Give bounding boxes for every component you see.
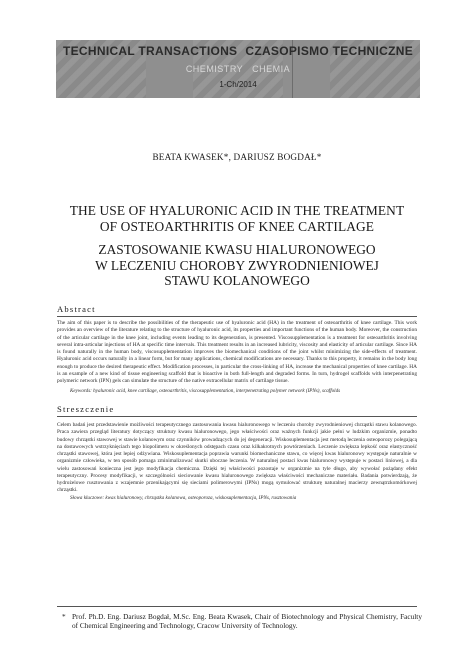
journal-title-en: TECHNICAL TRANSACTIONS (62, 44, 238, 58)
title-polish (40, 242, 434, 289)
journal-section-en: CHEMISTRY (185, 64, 244, 74)
journal-header-banner (56, 40, 420, 98)
journal-section-pl: CHEMIA (252, 64, 291, 74)
journal-title-pl: CZASOPISMO TECHNICZNE (245, 44, 414, 58)
title-english (40, 203, 434, 234)
banner-titles (56, 44, 420, 58)
abstract-rule (57, 316, 417, 317)
authors: BEATA KWASEK*, DARIUSZ BOGDAŁ* (152, 152, 322, 162)
abstract-heading: Abstract (57, 304, 96, 314)
title-en-line: THE USE OF HYALURONIC ACID IN THE TREATMENT (69, 203, 405, 218)
footnote-mark: * (62, 612, 66, 621)
abstract-keywords (70, 388, 418, 395)
slowa-kluczowe-label: Słowa kluczowe: (70, 495, 105, 501)
banner-subtitles (56, 64, 420, 74)
footnote (62, 612, 422, 630)
banner-year (56, 80, 420, 89)
streszczenie-rule (57, 416, 417, 417)
keywords-list: hyaluronic acid, knee cartilage, osteoarthritis, viscosupplementation, interpenetrating polymer network (IPNs), scaffolds (93, 388, 341, 394)
slowa-kluczowe-list: kwas hialuronowy, chrząstka kolanowa, osteoporoza, wiskosuplementacja, IPNs, rusztowania (105, 495, 297, 501)
abstract-text: The aim of this paper is to describe the possibilities of the therapeutic use of hyaluronic acid (HA) in the treatment of osteoarthritis of knee cartilage. This work provides an overview of the literature relating to the structure of hyaluronic acid, its properties and important functions of the human body. Moreover, the construction of the articular cartilage in the knee joint, including events leading to its degeneration, is presented. Viscosupplementation is a treatment for osteoarthritis involving several intra-articular injections of HA at specific time intervals. This treatment results in an increased lubricity, viscosity and elasticity of articular cartilage. Since HA is found naturally in the human body, viscosupplementation improves the biomechanical conditions of the joint whilst minimizing the side-effects of treatment. Hyaluronic acid occurs naturally in a linear form, but for many applications, chemical modifications are necessary. Thanks to this property, it remains in the body long enough to produce the desired therapeutic effect. Modification processes, in particular the cross-linking of HA, increase the mechanical properties of knee cartilage. HA is an example of a new kind of tissue engineering scaffold that is bioactive in both full-length and degraded forms. In turn, hydrogel scaffolds with interpenetrating polymeric network (IPN) gels can simulate the structure of the native extracellular matrix of cartilage tissue. (57, 320, 417, 384)
streszczenie-text: Celem badań jest przedstawienie możliwości terapeutycznego zastosowania kwasu hialuronowego w leczeniu choroby zwyrodnieniowej chrząstki stawu kolanowego. Praca zawiera przegląd literatury dotyczący struktury kwasu hialuronowego, jego właściwości oraz ważnych funkcji jakie pełni w ludzkim organizmie, ponadto budowy chrząstki stawowej w stawie kolanowym oraz czynników prowadzących do jej degeneracji. Wiskosuplementacja jest metodą leczenia osteoporozy polegającą na dostawowych wstrzyknięciach tego biopolimeru w określonych odstępach czasu oraz kilkakrotnych powtórzeniach. Leczenie zwiększa lepkość oraz elastyczność chrząstki stawowej, która jest lepiej odżywiana. Wiskosuplementacja poprawia warunki biomechaniczne stawu, co więcej kwas hialuronowy występuje naturalnie w organizmie człowieka, w ten sposób pomaga zminimalizować skutki uboczne leczenia. W naturalnej postaci kwas hialuronowy występuje w postaci liniowej, a dla wielu zastosowań konieczna jest jego modyfikacja chemiczna. Dzięki tej właściwości pozostaje w organizmie na tyle długo, aby wywołać pożądany efekt terapeutyczny. Procesy modyfikacji, w szczególności sieciowanie kwasu hialuronowego zwiększa właściwości mechaniczne materiału. Badania potwierdzają, że hydrożelowe rusztowania z wzajemnie przenikającymi się sieciami polimerowymi (IPNs) mogą symulować strukturę naturalnej macierzy zewnątrzkomórkowej chrząstki. (57, 422, 417, 494)
issue-number: 1-Ch/2014 (219, 80, 257, 89)
streszczenie-heading: Streszczenie (57, 404, 115, 414)
streszczenie-keywords (70, 495, 418, 502)
title-pl-line: STAWU KOLANOWEGO (164, 273, 310, 288)
title-pl-line: ZASTOSOWANIE KWASU HIALURONOWEGO (98, 242, 376, 257)
footnote-text: Prof. Ph.D. Eng. Dariusz Bogdał, M.Sc. Eng. Beata Kwasek, Chair of Biotechnology and Physical Chemistry, Faculty of Chemical Engineering and Technology, Cracow University of Technology. (72, 612, 422, 631)
footnote-rule (57, 606, 417, 607)
keywords-label: Keywords: (70, 388, 92, 394)
title-pl-line: W LECZENIU CHOROBY ZWYRODNIENIOWEJ (95, 257, 379, 273)
title-en-line: OF OSTEOARTHRITIS OF KNEE CARTILAGE (99, 218, 375, 234)
